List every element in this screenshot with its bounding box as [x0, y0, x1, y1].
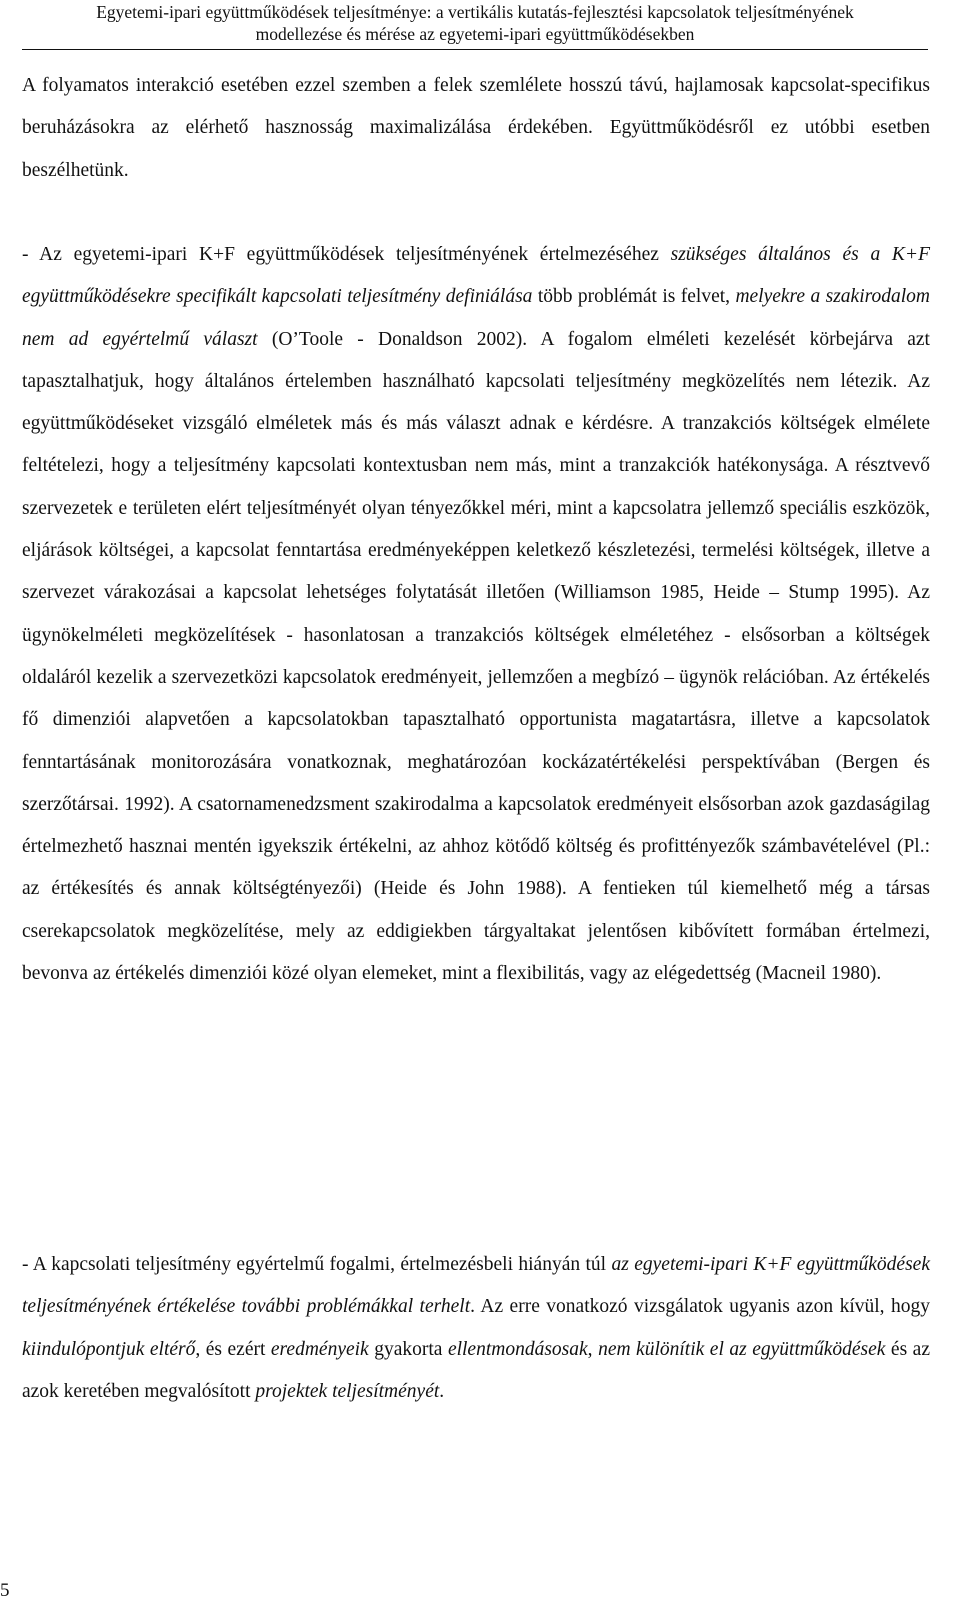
- running-header-line-2: modellezése és mérése az egyetemi-ipari együttműködésekben: [255, 24, 695, 44]
- p2-emphasis-szakirodalom: melyekre a szakirodalom nem ad egyértelmű választ: [22, 286, 930, 350]
- p2-segment-1: - Az egyetemi-ipari K+F együttműködések teljesítményének értelmezéséhez: [22, 244, 671, 265]
- p2-segment-3: több problémát is felvet,: [532, 286, 736, 308]
- p3-segment-7: gyakorta: [368, 1338, 448, 1360]
- running-header: [22, 0, 928, 45]
- paragraph-1-text: A folyamatos interakció esetében ezzel szemben a felek szemlélete hosszú távú, hajlamosak kapcsolat-specifikus beruházásokra az elérhető hasznosság maximalizálása érdekében. Együttműködésről ez utóbbi esetben beszélhetünk.: [22, 75, 930, 181]
- p3-emphasis-kiindulopont: kiindulópontjuk eltérő: [22, 1338, 196, 1360]
- p2-segment-5: (O’Toole - Donaldson 2002). A fogalom elméleti kezelését körbejárva azt tapasztalhatjuk, hogy általános értelemben használható kapcsolati teljesítmény megközelítés nem létezik. Az együttműködéseket vizsgáló elméletek más és más választ adnak e kérdésre. A tranzakciós költségek elmélete feltételezi, hogy a teljesítmény kapcsolati kontextusban nem más, mint a tranzakciók hatékonysága. A résztvevő szervezetek e területen elért teljesítményét olyan tényezőkkel méri, mint a kapcsolatra jellemző speciális eszközök, eljárások költségei, a kapcsolat fenntartása eredményeképpen keletkező készletezési, termelési költségek, illetve a szervezet várakozásai a kapcsolat lehetséges folytatását illetően (Williamson 1985, Heide – Stump 1995). Az ügynökelméleti megközelítések - hasonlatosan a tranzakciós költségek elméletéhez - elsősorban a költségek oldaláról kezelik a szervezetközi kapcsolatok eredményeit, jellemzően a megbízó – ügynök relációban. Az értékelés fő dimenziói alapvetően a kapcsolatokban tapasztalható opportunista magatartásra, illetve a kapcsolatok fenntartásának monitorozására vonatkoznak, meghatározóan kockázatértékelési perspektívában (Bergen és szerzőtársai. 1992). A csatornamenedzsment szakirodalma a kapcsolatok eredményeit elsősorban azok gazdaságilag értelmezhető hasznai mentén igyekszik értékelni, az ahhoz kötődő költség és profittényezők számbavételével (Pl.: az értékesítés és annak költségtényezői) (Heide és John 1988). A fentieken túl kiemelhető még a társas cserekapcsolatok megközelítése, mely az eddigiekben tárgyaltakat jelentősen kibővített formában értelmezi, bevonva az értékelés dimenziói közé olyan elemeket, mint a flexibilitás, vagy az elégedettség (Macneil 1980).: [22, 328, 930, 985]
- p3-emphasis-projektek: projektek teljesítményét: [255, 1380, 440, 1402]
- p3-emphasis-nem-kulonitik: nem különítik el az együttműködések: [598, 1338, 886, 1360]
- paragraph-kapcsolati-teljesitmeny-ertelmezes: [22, 234, 930, 995]
- p3-segment-3: . Az erre vonatkozó vizsgálatok ugyanis azon kívül, hogy: [470, 1296, 930, 1318]
- p2-emphasis-definialas: szükséges általános és a K+F együttműködésekre specifikált kapcsolati teljesítmény definiálása: [22, 244, 930, 308]
- p3-segment-13: .: [439, 1380, 445, 1402]
- p3-segment-11: és az azok keretében megvalósított: [22, 1338, 930, 1402]
- p3-segment-1: - A kapcsolati teljesítmény egyértelmű fogalmi, értelmezésbeli hiányán túl: [22, 1254, 612, 1275]
- paragraph-folyamatos-interakcio: [22, 65, 930, 192]
- p3-segment-9: ,: [587, 1338, 599, 1360]
- running-header-line-1: Egyetemi-ipari együttműködések teljesítménye: a vertikális kutatás-fejlesztési kapcsolatok teljesítményének: [96, 2, 854, 22]
- p3-emphasis-eredmenyeik: eredményeik: [270, 1338, 369, 1360]
- p3-emphasis-ertekeles: az egyetemi-ipari K+F együttműködések teljesítményének értékelése további problémákkal terhelt: [22, 1254, 930, 1318]
- p3-segment-5: , és ezért: [195, 1338, 271, 1360]
- p3-emphasis-ellentmondasosak: ellentmondásosak: [447, 1338, 588, 1360]
- header-rule: [22, 49, 928, 50]
- paragraph-ertekeles-problemai: [22, 1244, 930, 1413]
- page-number: 5: [0, 1580, 10, 1601]
